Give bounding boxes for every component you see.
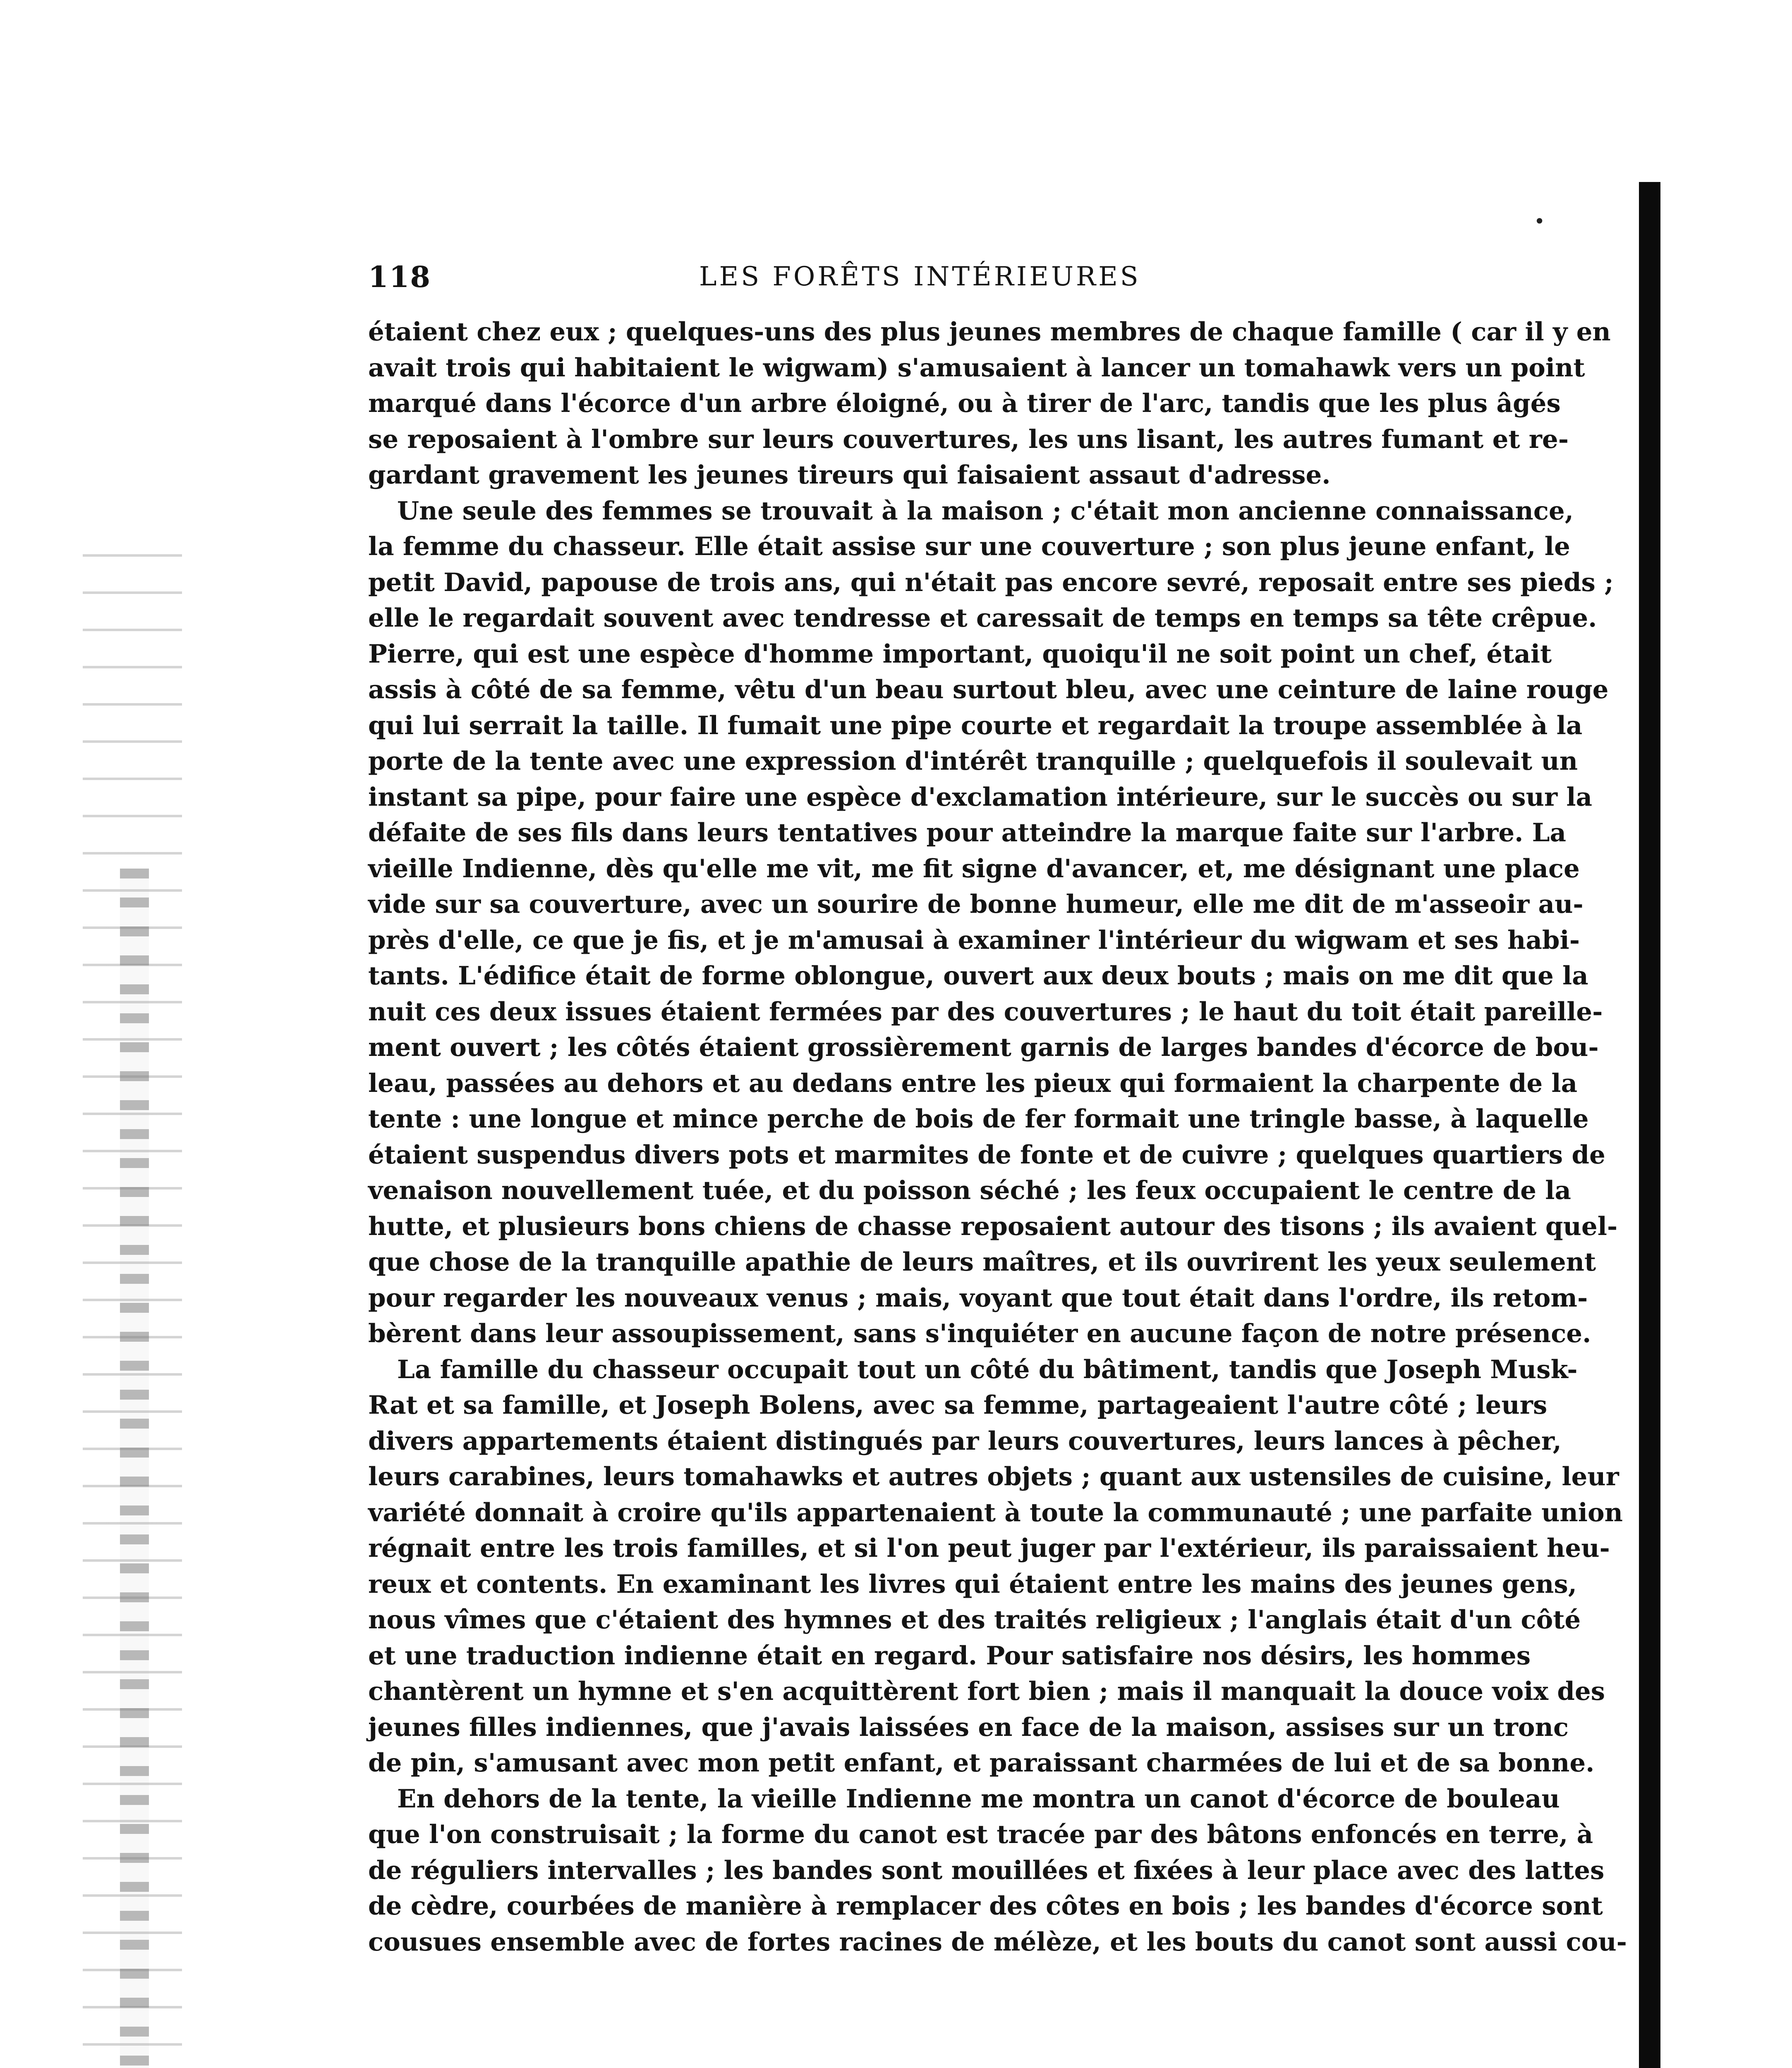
- text-line: vide sur sa couverture, avec un sourire de bonne humeur, elle me dit de m'asseoir au-: [368, 890, 1584, 919]
- text-line: divers appartements étaient distingués par leurs couvertures, leurs lances à pêcher,: [368, 1426, 1562, 1456]
- text-line: La famille du chasseur occupait tout un côté du bâtiment, tandis que Joseph Musk-: [397, 1355, 1578, 1384]
- text-line: reux et contents. En examinant les livres qui étaient entre les mains des jeunes gens,: [368, 1569, 1577, 1599]
- text-line: petit David, papouse de trois ans, qui n'était pas encore sevré, reposait entre ses pieds ;: [368, 567, 1614, 597]
- scan-artifact-right-bar: [1639, 182, 1660, 2068]
- text-line: et une traduction indienne était en regard. Pour satisfaire nos désirs, les hommes: [368, 1641, 1531, 1671]
- text-line: régnait entre les trois familles, et si l'on peut juger par l'extérieur, ils paraissaient heu-: [368, 1534, 1610, 1563]
- text-line: Une seule des femmes se trouvait à la maison ; c'était mon ancienne connaissance,: [397, 496, 1574, 526]
- scan-artifact-left-margin: [83, 538, 182, 2068]
- text-line: que l'on construisait ; la forme du canot est tracée par des bâtons enfoncés en terre, à: [368, 1820, 1593, 1849]
- text-line: En dehors de la tente, la vieille Indienne me montra un canot d'écorce de bouleau: [397, 1784, 1560, 1814]
- text-line: tants. L'édifice était de forme oblongue, ouvert aux deux bouts ; mais on me dit que la: [368, 961, 1588, 991]
- text-line: variété donnait à croire qu'ils appartenaient à toute la communauté ; une parfaite union: [368, 1498, 1623, 1527]
- text-line: chantèrent un hymne et s'en acquittèrent fort bien ; mais il manquait la douce voix des: [368, 1677, 1605, 1706]
- ink-mark: •: [1534, 210, 1545, 232]
- text-line: étaient suspendus divers pots et marmites de fonte et de cuivre ; quelques quartiers de: [368, 1140, 1605, 1170]
- text-line: étaient chez eux ; quelques-uns des plus jeunes membres de chaque famille ( car il y en: [368, 317, 1611, 347]
- text-line: hutte, et plusieurs bons chiens de chasse reposaient autour des tisons ; ils avaient quel-: [368, 1211, 1618, 1241]
- text-line: tente : une longue et mince perche de bois de fer formait une tringle basse, à laquelle: [368, 1104, 1589, 1134]
- text-line: se reposaient à l'ombre sur leurs couvertures, les uns lisant, les autres fumant et re-: [368, 424, 1569, 454]
- text-line: de pin, s'amusant avec mon petit enfant, et paraissant charmées de lui et de sa bonne.: [368, 1748, 1595, 1778]
- text-line: défaite de ses fils dans leurs tentatives pour atteindre la marque faite sur l'arbre. La: [368, 818, 1567, 847]
- text-line: jeunes filles indiennes, que j'avais laissées en face de la maison, assises sur un tronc: [368, 1712, 1569, 1742]
- text-line: près d'elle, ce que je fis, et je m'amusai à examiner l'intérieur du wigwam et ses habi-: [368, 925, 1580, 955]
- running-title: LES FORÊTS INTÉRIEURES: [699, 261, 1141, 292]
- text-line: elle le regardait souvent avec tendresse et caressait de temps en temps sa tête crêpue.: [368, 603, 1597, 633]
- text-line: bèrent dans leur assoupissement, sans s'inquiéter en aucune façon de notre présence.: [368, 1319, 1591, 1348]
- text-line: pour regarder les nouveaux venus ; mais, voyant que tout était dans l'ordre, ils retom-: [368, 1283, 1588, 1313]
- text-line: qui lui serrait la taille. Il fumait une pipe courte et regardait la troupe assemblée à la: [368, 711, 1583, 740]
- text-line: de cèdre, courbées de manière à remplacer des côtes en bois ; les bandes d'écorce sont: [368, 1891, 1603, 1921]
- text-line: instant sa pipe, pour faire une espèce d'exclamation intérieure, sur le succès ou sur la: [368, 782, 1593, 812]
- text-line: ment ouvert ; les côtés étaient grossièrement garnis de larges bandes d'écorce de bou-: [368, 1033, 1599, 1062]
- text-line: avait trois qui habitaient le wigwam) s'amusaient à lancer un tomahawk vers un point: [368, 353, 1585, 383]
- text-line: marqué dans l'écorce d'un arbre éloigné, ou à tirer de l'arc, tandis que les plus âgés: [368, 389, 1561, 418]
- text-line: la femme du chasseur. Elle était assise sur une couverture ; son plus jeune enfant, le: [368, 532, 1570, 561]
- text-line: nuit ces deux issues étaient fermées par des couvertures ; le haut du toit était pareille-: [368, 997, 1603, 1027]
- text-line: leurs carabines, leurs tomahawks et autres objets ; quant aux ustensiles de cuisine, leur: [368, 1462, 1619, 1491]
- text-line: Rat et sa famille, et Joseph Bolens, avec sa femme, partageaient l'autre côté ; leurs: [368, 1391, 1548, 1420]
- text-line: leau, passées au dehors et au dedans entre les pieux qui formaient la charpente de la: [368, 1068, 1578, 1098]
- text-line: cousues ensemble avec de fortes racines de mélèze, et les bouts du canot sont aussi cou-: [368, 1927, 1627, 1957]
- running-header: [368, 260, 1469, 297]
- text-line: assis à côté de sa femme, vêtu d'un beau surtout bleu, avec une ceinture de laine rouge: [368, 675, 1609, 704]
- page-number: 118: [368, 260, 431, 294]
- text-line: de réguliers intervalles ; les bandes sont mouillées et fixées à leur place avec des lattes: [368, 1855, 1605, 1885]
- body-text: [368, 314, 1627, 1960]
- text-line: gardant gravement les jeunes tireurs qui faisaient assaut d'adresse.: [368, 460, 1331, 490]
- text-line: nous vîmes que c'étaient des hymnes et des traités religieux ; l'anglais était d'un côté: [368, 1605, 1581, 1635]
- text-line: porte de la tente avec une expression d'intérêt tranquille ; quelquefois il soulevait un: [368, 747, 1578, 776]
- text-line: venaison nouvellement tuée, et du poisson séché ; les feux occupaient le centre de la: [368, 1176, 1571, 1205]
- text-line: vieille Indienne, dès qu'elle me vit, me fit signe d'avancer, et, me désignant une place: [368, 854, 1580, 883]
- text-line: que chose de la tranquille apathie de leurs maîtres, et ils ouvrirent les yeux seulement: [368, 1247, 1596, 1277]
- text-line: Pierre, qui est une espèce d'homme important, quoiqu'il ne soit point un chef, était: [368, 639, 1552, 669]
